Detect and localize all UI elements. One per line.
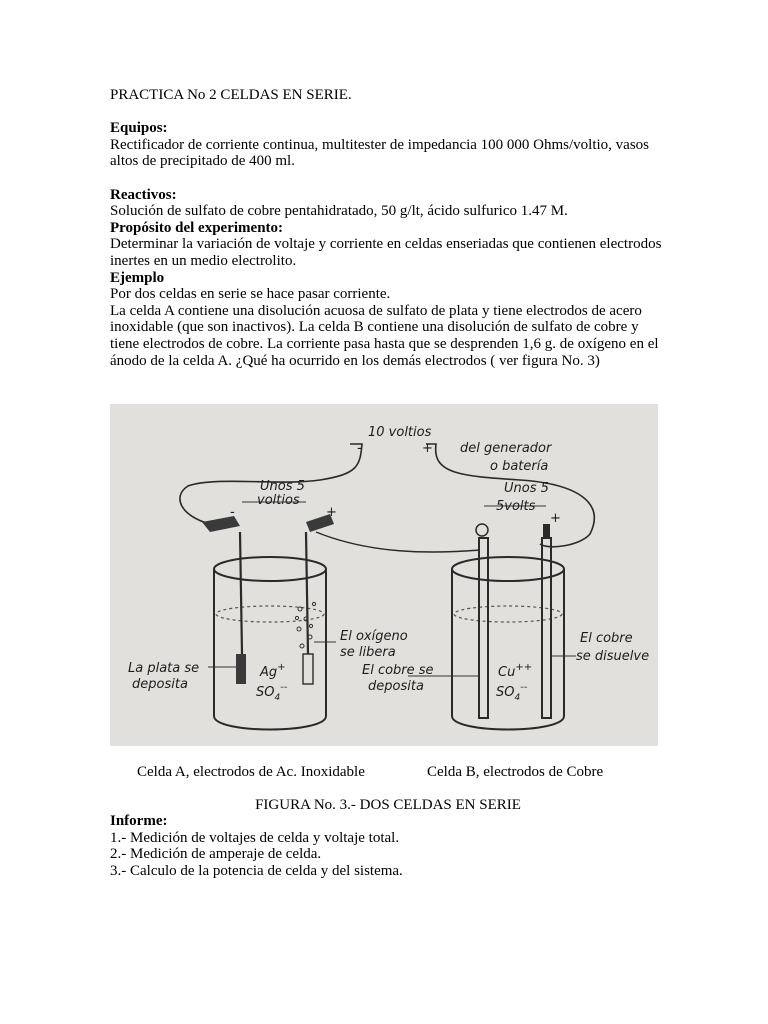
label-minus-top: - [357, 441, 362, 456]
label-10-voltios: 10 voltios [368, 425, 432, 440]
proposito-text: Determinar la variación de voltaje y corriente en celdas enseriadas que contienen electrodos inertes en un medio electrolito. [110, 236, 662, 269]
page-title: PRACTICA No 2 CELDAS EN SERIE. [110, 87, 352, 103]
ion-so4-b: $SO_4^{--}$ [496, 682, 528, 703]
label-cobre-dis-1: El cobre [580, 631, 633, 646]
label-plata-1: La plata se [128, 661, 200, 676]
label-unos5-a: Unos 5 [260, 479, 305, 494]
equipos-heading: Equipos: [110, 120, 168, 137]
ion-ag: Ag+ [260, 662, 286, 680]
plate-a-cathode [236, 654, 246, 684]
ejemplo-heading: Ejemplo [110, 269, 165, 286]
label-plus-top: + [422, 441, 433, 456]
informe-heading: Informe: [110, 813, 168, 829]
label-oxigeno-1: El oxígeno [340, 629, 408, 644]
label-unos5-b: Unos 5 [504, 481, 549, 496]
caption-cell-b: Celda B, electrodos de Cobre [427, 764, 604, 780]
label-plus-b: + [550, 511, 561, 526]
label-cobre-dep-1: El cobre se [362, 663, 434, 678]
reactivos-text: Solución de sulfato de cobre pentahidratado, 50 g/lt, ácido sulfurico 1.47 M. [110, 203, 568, 220]
informe-item: 1.- Medición de voltajes de celda y voltaje total. [110, 829, 400, 846]
ejemplo-line1: Por dos celdas en serie se hace pasar corriente. [110, 286, 391, 303]
ion-cu: Cu++ [498, 662, 533, 680]
label-oxigeno-2: se libera [340, 645, 396, 660]
label-voltios-a: voltios [257, 493, 300, 508]
label-5volts: 5volts [496, 499, 536, 514]
cells-illustration [110, 404, 658, 746]
label-minus-a: - [230, 505, 235, 520]
informe-item: 2.- Medición de amperaje de celda. [110, 846, 322, 863]
equipos-text: Rectificador de corriente continua, multitester de impedancia 100 000 Ohms/voltio, vasos altos de precipitado de 400 ml. [110, 136, 650, 170]
label-plus-a: + [326, 505, 337, 520]
label-cobre-dis-2: se disuelve [576, 649, 650, 664]
proposito-heading: Propósito del experimento: [110, 219, 284, 236]
document-body [110, 87, 670, 369]
reactivos-heading: Reactivos: [110, 186, 177, 203]
label-cobre-dep-2: deposita [368, 679, 424, 694]
figure-captions [0, 764, 768, 782]
informe-section [110, 813, 670, 879]
label-plata-2: deposita [132, 677, 188, 692]
informe-item: 3.- Calculo de la potencia de celda y del sistema. [110, 862, 403, 879]
caption-cell-a: Celda A, electrodos de Ac. Inoxidable [137, 764, 365, 780]
figure-title: FIGURA No. 3.- DOS CELDAS EN SERIE [255, 797, 521, 813]
label-bateria: o batería [490, 459, 549, 474]
figure-two-cells-diagram [110, 404, 658, 746]
ejemplo-text: La celda A contiene una disolución acuosa de sulfato de plata y tiene electrodos de acero inoxidable (que son inactivos). La celda B contiene una disolución de sulfato de cobre y tiene electrodos de cobre. La corriente pasa hasta que se desprenden 1,6 g. de oxígeno en el ánodo de la celda A. ¿Qué ha ocurrido en los demás electrodos ( ver figura No. 3) [110, 302, 659, 369]
rod-b-anode-terminal [543, 524, 550, 538]
ion-so4-a: $SO_4^{--}$ [256, 682, 288, 703]
label-generador: del generador [460, 441, 552, 456]
